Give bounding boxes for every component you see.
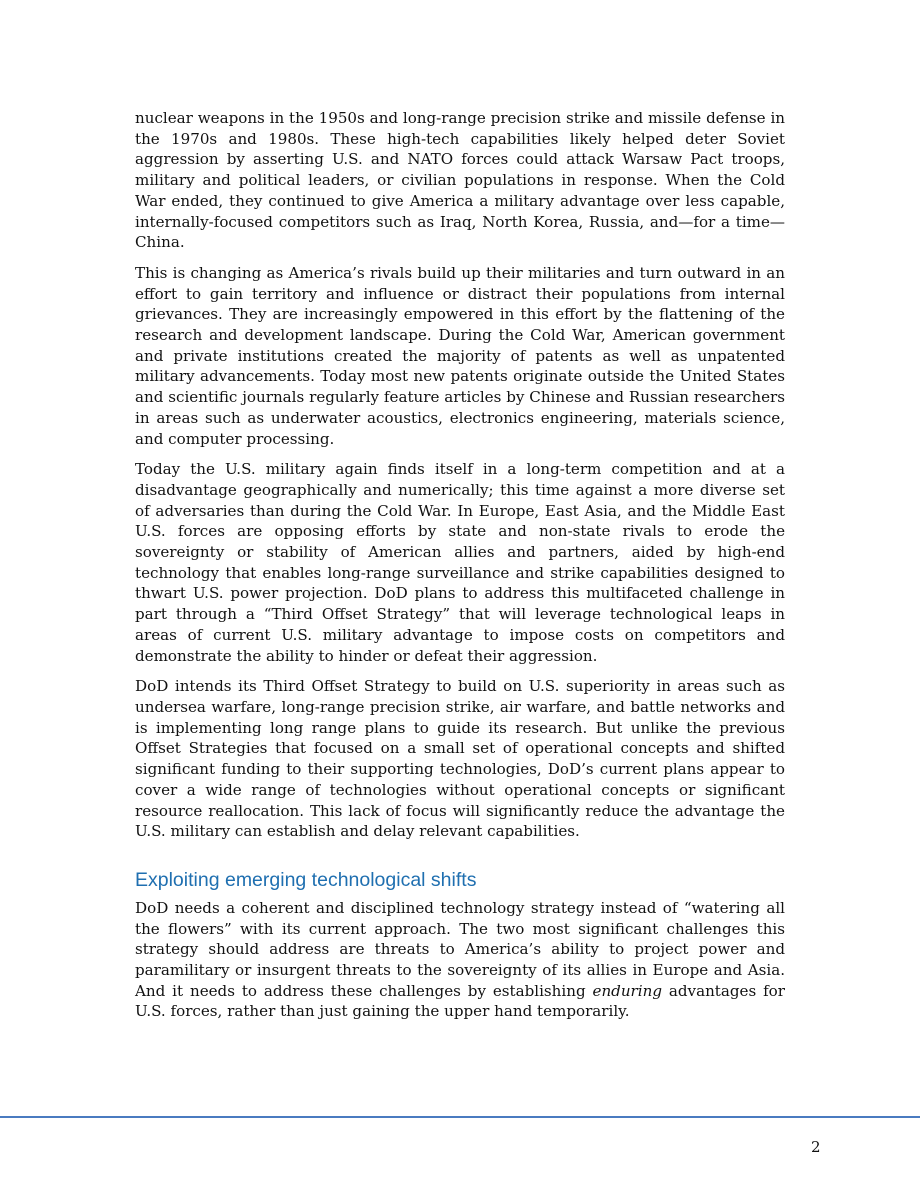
- document-body: [135, 108, 785, 1032]
- emphasized-word: enduring: [592, 981, 662, 1000]
- body-paragraph-2: This is changing as America’s rivals build up their militaries and turn outward in an effort to gain territory and influence or distract their populations from internal grievances. They are increasingly empowered in this effort by the flattening of the research and development landscape. During the Cold War, American government and private institutions created the majority of patents as well as unpatented military advancements. Today most new patents originate outside the United States and scientific journals regularly feature articles by Chinese and Russian researchers in areas such as underwater acoustics, electronics engineering, materials science, and computer processing.: [135, 263, 785, 448]
- section-paragraph-text-start: DoD needs a coherent and disciplined technology strategy instead of “watering all the flowers” with its current approach. The two most significant challenges this strategy should address are threats to America’s ability to project power and paramilitary or insurgent threats to the sovereignty of its allies in Europe and Asia. And it needs to address these challenges by establishing: [135, 898, 785, 1000]
- page-number: 2: [811, 1138, 821, 1156]
- section-heading: Exploiting emerging technological shifts: [135, 868, 477, 891]
- body-paragraph-3: Today the U.S. military again finds itself in a long-term competition and at a disadvantage geographically and numerically; this time against a more diverse set of adversaries than during the Cold War. In Europe, East Asia, and the Middle East U.S. forces are opposing efforts by state and non-state rivals to erode the sovereignty or stability of American allies and partners, aided by high-end technology that enables long-range surveillance and strike capabilities designed to thwart U.S. power projection. DoD plans to address this multifaceted challenge in part through a “Third Offset Strategy” that will leverage technological leaps in areas of current U.S. military advantage to impose costs on competitors and demonstrate the ability to hinder or defeat their aggression.: [135, 460, 785, 665]
- footer-divider: [0, 1116, 920, 1118]
- section-paragraph-text-end: advantages for U.S. forces, rather than just gaining the upper hand temporarily.: [135, 981, 785, 1021]
- section-paragraph: [135, 898, 785, 1022]
- body-paragraph-4: DoD intends its Third Offset Strategy to build on U.S. superiority in areas such as undersea warfare, long-range precision strike, air warfare, and battle networks and is implementing long range plans to guide its research. But unlike the previous Offset Strategies that focused on a small set of operational concepts and shifted significant funding to their supporting technologies, DoD’s current plans appear to cover a wide range of technologies without operational concepts or significant resource reallocation. This lack of focus will significantly reduce the advantage the U.S. military can establish and delay relevant capabilities.: [135, 677, 785, 841]
- body-paragraph-1: nuclear weapons in the 1950s and long-range precision strike and missile defense in the 1970s and 1980s. These high-tech capabilities likely helped deter Soviet aggression by asserting U.S. and NATO forces could attack Warsaw Pact troops, military and political leaders, or civilian populations in response. When the Cold War ended, they continued to give America a military advantage over less capable, internally-focused competitors such as Iraq, North Korea, Russia, and—for a time—China.: [135, 109, 785, 252]
